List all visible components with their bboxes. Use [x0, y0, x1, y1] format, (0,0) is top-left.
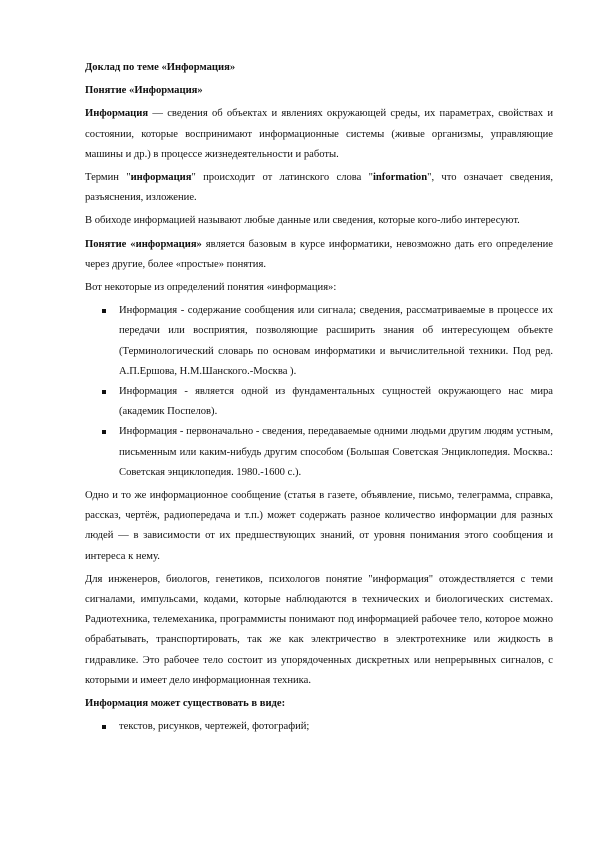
- bullet-icon: [102, 309, 106, 313]
- definition-text: — сведения об объектах и явлениях окружающей среды, их параметрах, свойствах и состоянии, которые воспринимают информационные системы (живые организмы, управляющие машины и др.) в процессе жизнедеятельности и работы.: [85, 108, 553, 160]
- everyday-paragraph: В обиходе информацией называют любые данные или сведения, которые кого-либо интересуют.: [85, 215, 520, 227]
- term-concept: Понятие «информация»: [85, 238, 202, 250]
- engineering-paragraph: Для инженеров, биологов, генетиков, психологов понятие "информация" отождествляется с теми сигналами, импульсами, кодами, которые наблюдаются в технических и биологических системах. Радиотехника, телемеханика, программисты понимают под информацией рабочее тело, которое можно обрабатывать, транспортировать, так же как электричество в электротехнике или жидкость в гидравлике. Это рабочее тело состоит из упорядоченных дискретных или непрерывных сигналов, с которыми и имеет дело информационная техника.: [85, 573, 553, 686]
- bullet-icon: [102, 430, 106, 434]
- definitions-intro: Вот некоторые из определений понятия «информация»:: [85, 282, 337, 294]
- forms-heading: Информация может существовать в виде:: [85, 698, 286, 710]
- list-item: Информация - является одной из фундаментальных сущностей окружающего нас мира (академик Поспелов).: [85, 382, 553, 422]
- document-page: [85, 58, 553, 741]
- etymology-paragraph: Термин "информация" происходит от латинского слова "information", что означает сведения, разъяснения, изложение.: [85, 172, 554, 204]
- term-informatsiya: информация: [130, 172, 192, 184]
- term-latin: information: [372, 172, 428, 184]
- message-paragraph: Одно и то же информационное сообщение (статья в газете, объявление, письмо, телеграмма, справка, рассказ, чертёж, радиопередача и т.п.) может содержать разное количество информации для разных людей — в зависимости от их предшествующих знаний, от уровня понимания этого сообщения и интереса к нему.: [85, 490, 553, 562]
- concept-paragraph: Понятие «информация» является базовым в курсе информатики, невозможно дать его определение через другие, более «простые» понятия.: [85, 238, 553, 270]
- definitions-list: [85, 301, 553, 483]
- list-item: Информация - содержание сообщения или сигнала; сведения, рассматриваемые в процессе их передачи или восприятия, позволяющие расширить знания об интересующем объекте (Терминологический словарь по основам информатики и вычислительной техники. Под ред. А.П.Ершова, Н.М.Шанского.-Москва ).: [85, 301, 553, 382]
- section-heading: Понятие «Информация»: [85, 85, 203, 97]
- list-item: Информация - первоначально - сведения, передаваемые одними людьми другим людям устным, письменным или каким-нибудь другим способом (Большая Советская Энциклопедия. Москва.: Советская энциклопедия. 1980.-1600 с.).: [85, 422, 553, 483]
- term-information: Информация: [85, 108, 149, 120]
- bullet-icon: [102, 390, 106, 394]
- list-item: текстов, рисунков, чертежей, фотографий;: [85, 717, 553, 737]
- bullet-icon: [102, 725, 106, 729]
- forms-list: [85, 717, 553, 737]
- document-title: Доклад по теме «Информация»: [85, 62, 236, 73]
- definition-paragraph: [85, 104, 553, 165]
